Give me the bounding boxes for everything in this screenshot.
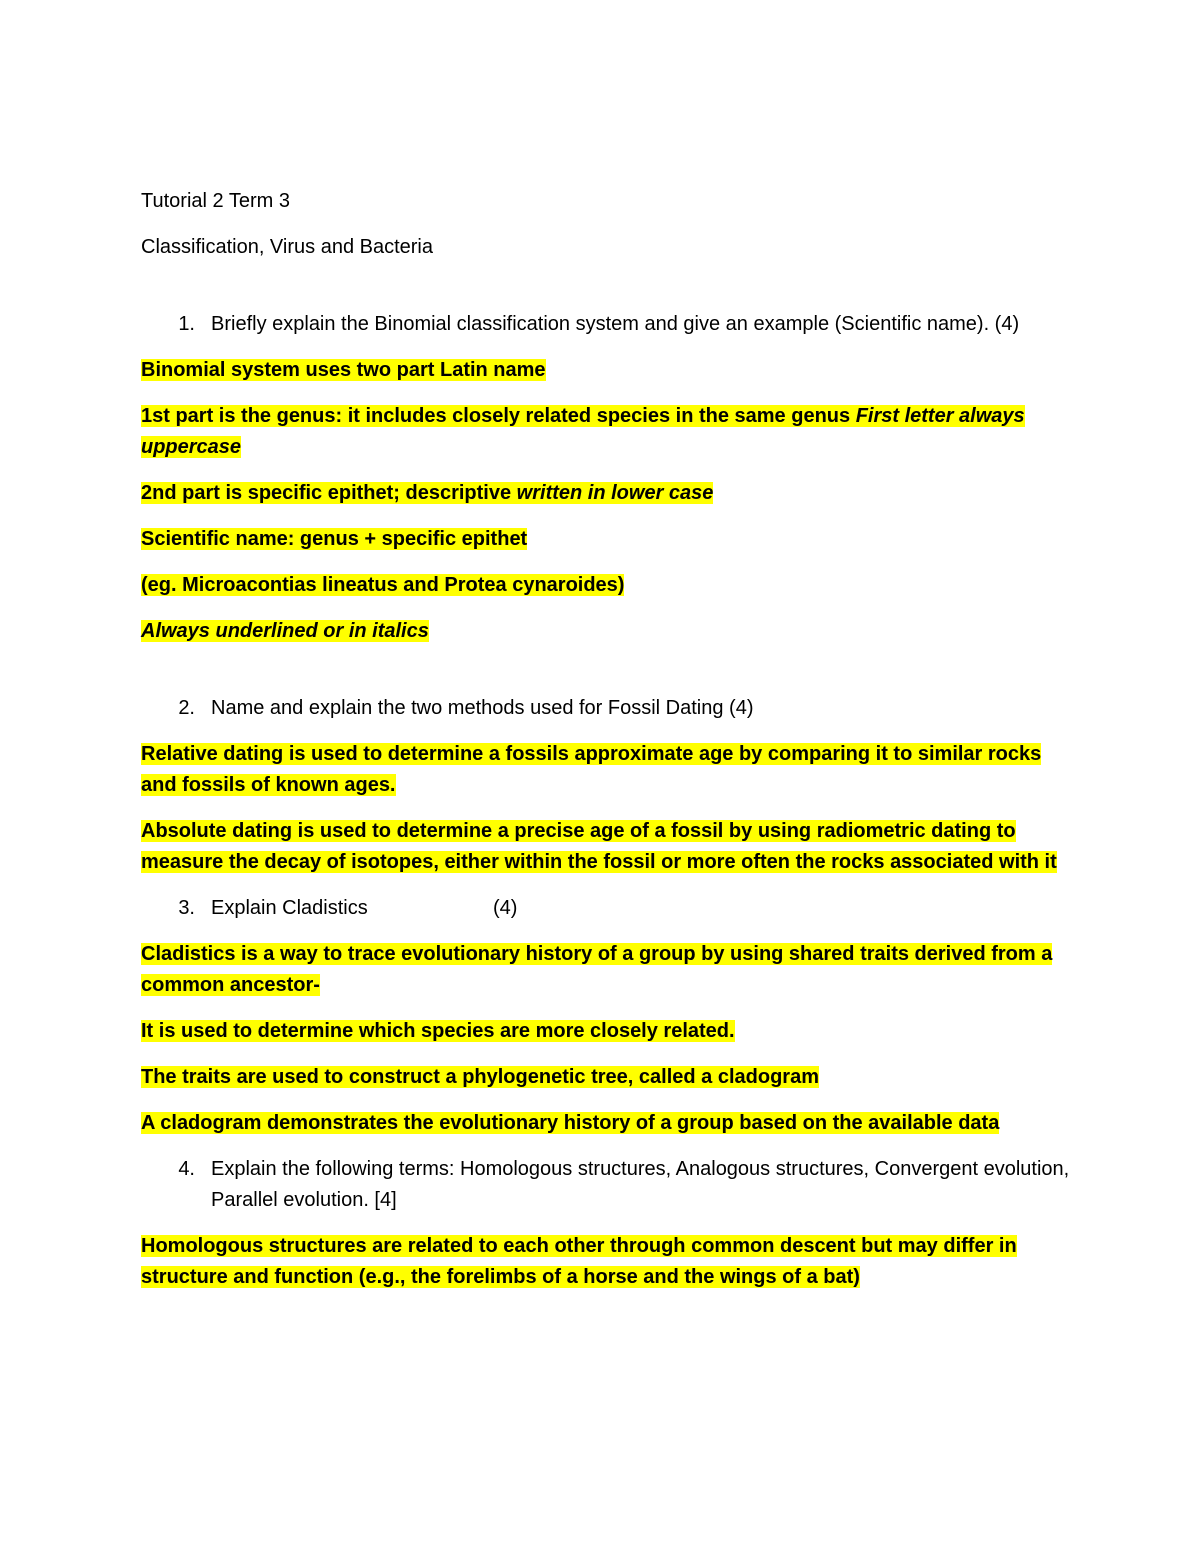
question-number: 3. bbox=[178, 897, 195, 919]
question-3 bbox=[141, 893, 1071, 924]
answer-line: 2nd part is specific epithet; descriptive written in lower case bbox=[141, 482, 714, 504]
answer-line: It is used to determine which species are more closely related. bbox=[141, 1020, 735, 1042]
question-1 bbox=[141, 309, 1071, 340]
question-text: Explain the following terms: Homologous structures, Analogous structures, Convergent evolution, Parallel evolution. [4] bbox=[211, 1158, 1070, 1211]
answer-line: Always underlined or in italics bbox=[141, 620, 429, 642]
answer-line: Scientific name: genus + specific epithet bbox=[141, 528, 528, 550]
answer-line: Cladistics is a way to trace evolutionary history of a group by using shared traits derived from a common ancestor- bbox=[141, 943, 1053, 996]
answer-line: 1st part is the genus: it includes closely related species in the same genus First letter always uppercase bbox=[141, 405, 1025, 458]
question-number: 2. bbox=[178, 697, 195, 719]
document-title: Tutorial 2 Term 3 bbox=[141, 190, 290, 212]
answer-line: Relative dating is used to determine a fossils approximate age by comparing it to similar rocks and fossils of known ages. bbox=[141, 743, 1042, 796]
answer-line: Homologous structures are related to each other through common descent but may differ in structure and function (e.g., the forelimbs of a horse and the wings of a bat) bbox=[141, 1235, 1017, 1288]
answer-line: Binomial system uses two part Latin name bbox=[141, 359, 546, 381]
question-text: Name and explain the two methods used for Fossil Dating (4) bbox=[211, 697, 754, 719]
question-marks: (4) bbox=[493, 897, 518, 919]
answer-line: The traits are used to construct a phylogenetic tree, called a cladogram bbox=[141, 1066, 819, 1088]
question-2 bbox=[141, 693, 1071, 724]
question-number: 4. bbox=[178, 1158, 195, 1180]
question-text: Briefly explain the Binomial classification system and give an example (Scientific name). (4) bbox=[211, 313, 1020, 335]
document-subtitle: Classification, Virus and Bacteria bbox=[141, 236, 433, 258]
answer-line: (eg. Microacontias lineatus and Protea cynaroides) bbox=[141, 574, 625, 596]
answer-line: Absolute dating is used to determine a precise age of a fossil by using radiometric dating to measure the decay of isotopes, either within the fossil or more often the rocks associated with it bbox=[141, 820, 1057, 873]
document-page bbox=[141, 186, 1071, 1308]
answer-line: A cladogram demonstrates the evolutionary history of a group based on the available data bbox=[141, 1112, 1000, 1134]
question-4 bbox=[141, 1154, 1071, 1216]
question-number: 1. bbox=[178, 313, 195, 335]
question-text: Explain Cladistics bbox=[211, 897, 368, 919]
